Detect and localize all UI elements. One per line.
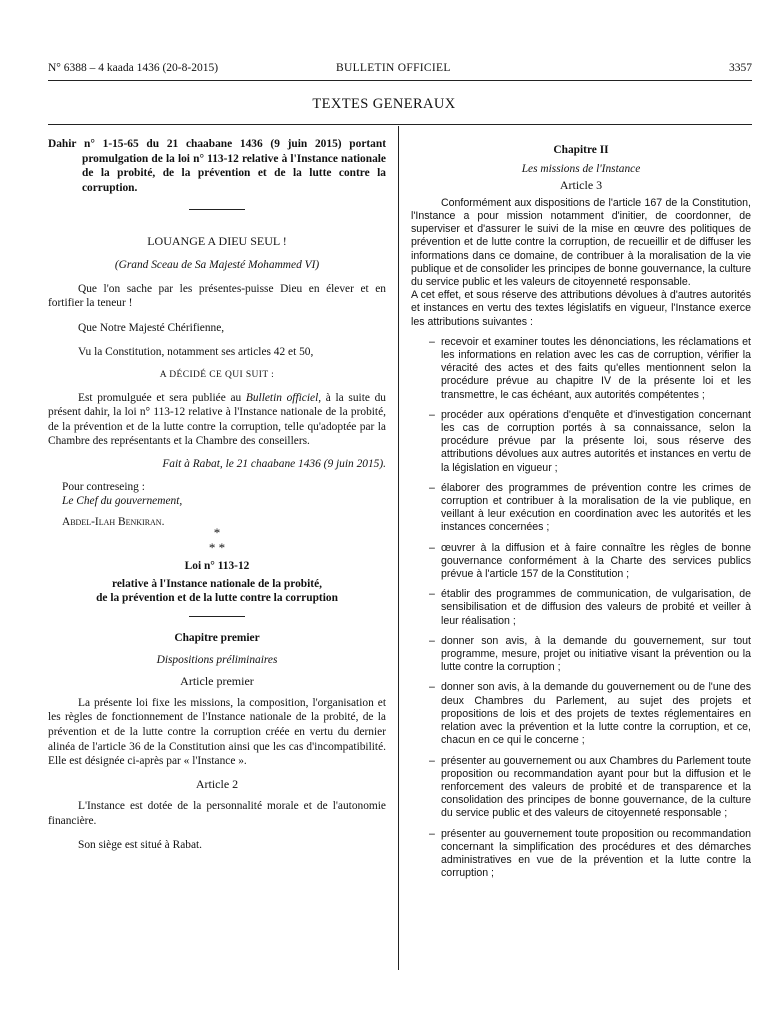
dash-bullet: – [429,754,435,767]
separator [189,616,245,617]
dash-bullet: – [429,681,435,694]
right-column [411,143,751,880]
attribution-item: – œuvrer à la diffusion et à faire connaître les règles de bonne gouvernance conformément à la Charte des services publics prévue à l'article 157 de la Constitution ; [429,541,751,581]
dash-bullet: – [429,827,435,840]
chapter-subheading: Les missions de l'Instance [521,162,641,175]
dahir-title: Dahir n° 1-15-65 du 21 chaabane 1436 (9 juin 2015) portant promulgation de la loi n° 113-12 relative à l'Instance nationale de la probité, de la prévention et de la lutte contre la corruption. [48,138,386,194]
attribution-item: – présenter au gouvernement ou aux Chambres du Parlement toute proposition ou recommandation ayant pour but la diffusion et le renforcement des valeurs de probité et de transparence et la consolidation des principes de bonne gouvernance, de la culture du service public et des valeurs de citoyenneté responsable ; [429,754,751,820]
chapter-subheading: Dispositions préliminaires [156,653,278,666]
chapter-heading: Chapitre premier [174,632,260,645]
column-divider [398,126,399,970]
article-heading: Article 2 [195,776,239,791]
star-ornament: * * [208,540,226,556]
page-header [48,62,752,78]
separator [189,209,245,210]
section-title: TEXTES GENERAUX [312,96,456,112]
dash-bullet: – [429,541,435,554]
paragraph: Que Notre Majesté Chérifienne, [78,321,225,334]
dash-bullet: – [429,335,435,348]
dash-bullet: – [429,588,435,601]
dash-bullet: – [429,481,435,494]
paragraph: Est promulguée et sera publiée au Bulletin officiel, à la suite du présent dahir, la loi n° 113-12 relative à l'Instance nationale de la probité, de la prévention et de la lutte contre la corruption, telle qu'adoptée par la Chambre des représentants et la Chambre des conseillers. [48,391,386,448]
loi-subtitle: de la prévention et de la lutte contre la corruption [96,592,338,605]
article-text: A cet effet, et sous réserve des attributions dévolues à d'autres autorités et instances en vertu des textes législatifs en vigueur, l'Instance exerce les attributions suivantes : [411,289,751,328]
article-text: Conformément aux dispositions de l'article 167 de la Constitution, l'Instance a pour mission notamment d'initier, de coordonner, de superviser et d'assurer le suivi de la mise en œuvre des politiques de prévention et de lutte contre la corruption, de recueillir et de diffuser les informations dans ce domaine, de contribuer à la moralisation de la vie publique et de consolider les principes de bonne gouvernance, la culture du service public et les valeurs de citoyenneté responsable. [411,196,751,288]
attributions-list [411,336,751,881]
article-text: L'Instance est dotée de la personnalité morale et de l'autonomie financière. [48,800,386,827]
attribution-item: – donner son avis, à la demande du gouvernement ou de l'une des deux Chambres du Parlement, au sujet des projets et propositions de lois et des projets de textes réglementaires en relation avec la prévention et la lutte contre la corruption, et ce, chacun en ce qui le concerne ; [429,681,751,747]
star-ornament: * [213,525,221,541]
attribution-item: – procéder aux opérations d'enquête et d'investigation concernant les cas de corruption portés à sa connaissance, selon la procédure prévue par la présente loi, sous réserve des attributions dévolues aux autres autorités et instances en vertu de la législation en vigueur ; [429,408,751,474]
attribution-item: – présenter au gouvernement toute proposition ou recommandation concernant la simplification des procédures et des démarches administratives en vue de la prévention et la lutte contre la corruption ; [429,827,751,880]
header-rule [48,80,752,81]
issue-number: N° 6388 – 4 kaada 1436 (20-8-2015) [48,62,219,74]
article-text: Son siège est situé à Rabat. [78,838,203,851]
decide-heading: A DÉCIDÉ CE QUI SUIT : [159,369,275,380]
left-column [48,137,386,852]
loi-title: Loi n° 113-12 [184,560,250,573]
paragraph: Vu la Constitution, notamment ses articles 42 et 50, [78,346,314,359]
chef-gouvernement: Le Chef du gouvernement, [62,495,183,508]
section-rule [48,124,752,125]
chapter-heading: Chapitre II [553,144,609,156]
contreseing: Pour contreseing : [62,480,145,493]
article-text: La présente loi fixe les missions, la composition, l'organisation et les règles de fonctionnement de l'Instance nationale de la probité, de la prévention et de la lutte contre la corruption créée en vertu du dernier alinéa de l'article 36 de la Constitution ainsi que les cas d'incompatibilité. Elle est désignée ci-après par « l'Instance ». [48,696,386,768]
attribution-item: – établir des programmes de communication, de vulgarisation, de sensibilisation et de diffusion des valeurs de probité et veiller à leur réalisation ; [429,588,751,627]
attribution-item: – recevoir et examiner toutes les dénonciations, les réclamations et les informations en relation avec les cas de corruption, vérifier la véracité des actes et des faits qu'elles mentionnent selon la procédure prévue au chapitre IV de la présente loi et les transmettre, le cas échéant, aux autorités compétentes ; [429,335,751,401]
sceau: (Grand Sceau de Sa Majesté Mohammed VI) [114,258,320,271]
fait-a-rabat: Fait à Rabat, le 21 chaabane 1436 (9 juin 2015). [162,457,386,470]
attribution-item: – donner son avis, à la demande du gouvernement, sur tout programme, mesure, projet ou initiative visant la prévention ou la lutte contre la corruption ; [429,634,751,674]
loi-subtitle: relative à l'Instance nationale de la probité, [112,577,322,590]
article-heading: Article 3 [559,178,603,193]
page-number: 3357 [729,62,752,74]
paragraph: Que l'on sache par les présentes-puisse Dieu en élever et en fortifier la teneur ! [48,282,386,310]
louange: LOUANGE A DIEU SEUL ! [147,234,287,249]
dash-bullet: – [429,634,435,647]
attribution-item: – élaborer des programmes de prévention contre les crimes de corruption et contribuer à la moralisation de la vie publique, en veillant à leur exécution en coordination avec les autorités et les instances concernées ; [429,481,751,534]
article-heading: Article premier [180,674,254,689]
signataire: Abdel-Ilah Benkiran. [62,515,165,528]
publication-title: BULLETIN OFFICIEL [336,62,451,74]
dash-bullet: – [429,408,435,421]
